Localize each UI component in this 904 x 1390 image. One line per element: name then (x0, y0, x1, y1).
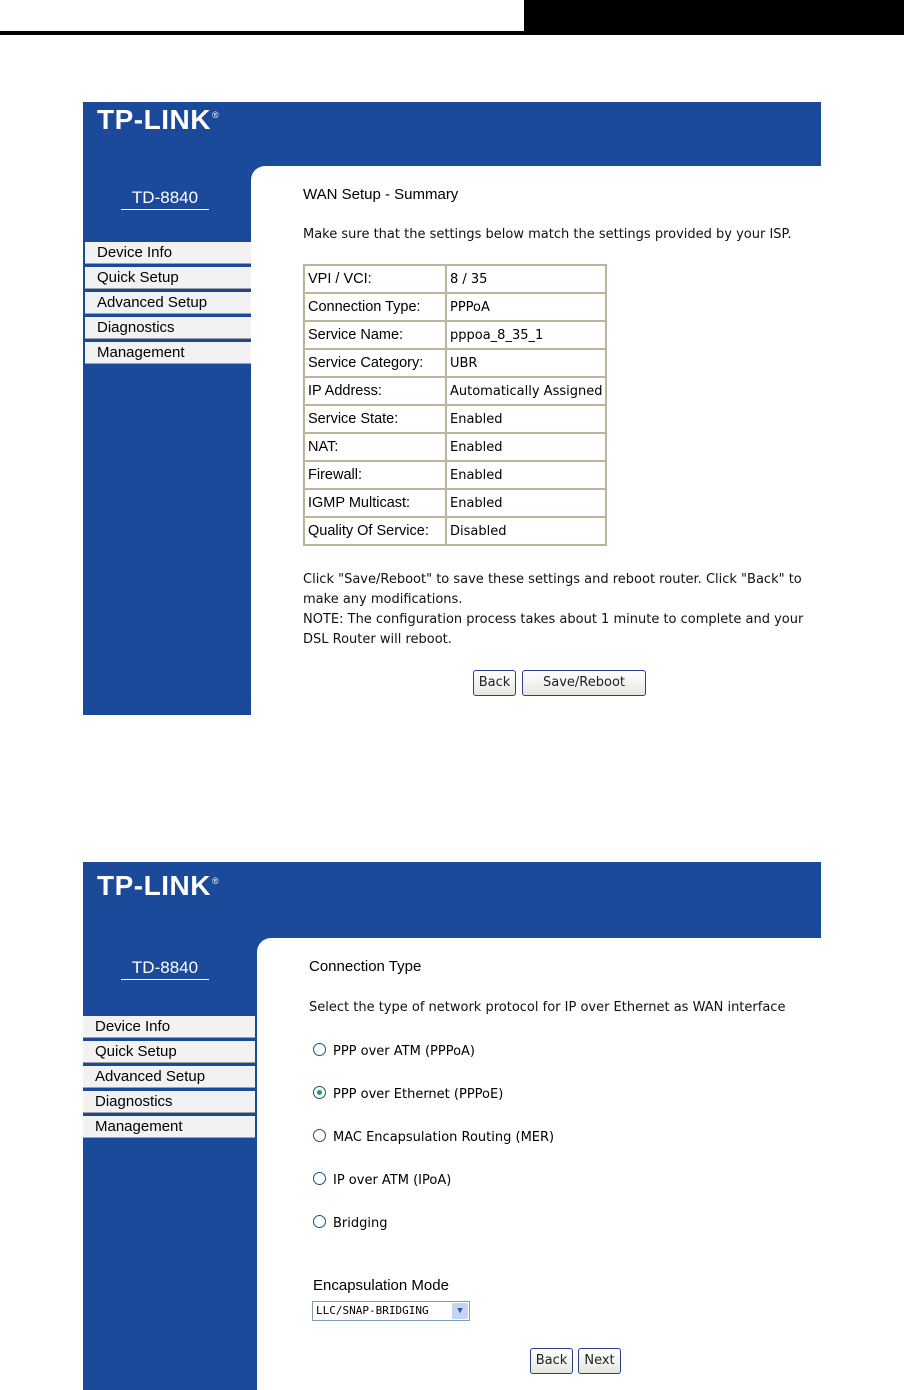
sidebar-item-quick-setup[interactable]: Quick Setup (83, 1041, 255, 1063)
table-row (304, 349, 606, 377)
select-value: LLC/SNAP-BRIDGING (316, 1304, 429, 1317)
radio-pppoa[interactable] (313, 1042, 475, 1062)
radio-pppoe[interactable] (313, 1085, 503, 1105)
connection-type-screenshot (83, 862, 821, 1390)
radio-label: MAC Encapsulation Routing (MER) (333, 1130, 555, 1145)
row-label: Service Category: (304, 349, 446, 377)
radio-ipoa[interactable] (313, 1171, 451, 1191)
encapsulation-mode-select[interactable] (312, 1301, 470, 1321)
table-row (304, 433, 606, 461)
summary-table (303, 264, 607, 546)
wan-summary-screenshot (83, 102, 821, 715)
sidebar-item-device-info[interactable]: Device Info (85, 242, 251, 264)
model-name: TD-8840 (121, 188, 209, 210)
sidebar-item-advanced-setup[interactable]: Advanced Setup (83, 1066, 255, 1088)
sidebar (83, 938, 257, 1390)
row-value: PPPoA (446, 293, 606, 321)
model-name: TD-8840 (121, 958, 209, 980)
row-value: Enabled (446, 405, 606, 433)
row-value: 8 / 35 (446, 265, 606, 293)
table-row (304, 293, 606, 321)
sidebar-item-quick-setup[interactable]: Quick Setup (85, 267, 251, 289)
intro-text: Select the type of network protocol for IP over Ethernet as WAN interface (309, 1000, 786, 1015)
row-label: Quality Of Service: (304, 517, 446, 545)
row-value: pppoa_8_35_1 (446, 321, 606, 349)
table-row (304, 489, 606, 517)
sidebar-item-advanced-setup[interactable]: Advanced Setup (85, 292, 251, 314)
radio-label: IP over ATM (IPoA) (333, 1173, 452, 1188)
save-reboot-button[interactable]: Save/Reboot (522, 670, 646, 696)
page-title: Connection Type (309, 958, 422, 975)
row-label: Firewall: (304, 461, 446, 489)
sidebar-item-management[interactable]: Management (83, 1116, 255, 1138)
radio-button[interactable] (313, 1129, 326, 1142)
sidebar-menu (83, 1016, 255, 1141)
row-label: Connection Type: (304, 293, 446, 321)
radio-button[interactable] (313, 1043, 326, 1056)
table-row (304, 377, 606, 405)
note-line: NOTE: The configuration process takes about 1 minute to complete and your (303, 612, 804, 627)
next-button[interactable]: Next (578, 1348, 621, 1374)
top-banner (83, 102, 821, 166)
tplink-logo: TP-LINK® (97, 870, 220, 901)
sidebar (83, 166, 251, 715)
row-label: NAT: (304, 433, 446, 461)
note-line: make any modifications. (303, 592, 463, 607)
sidebar-menu (85, 242, 251, 367)
row-label: Service State: (304, 405, 446, 433)
radio-label: PPP over ATM (PPPoA) (333, 1044, 475, 1059)
row-label: Service Name: (304, 321, 446, 349)
table-row (304, 265, 606, 293)
content-panel (251, 166, 821, 715)
row-value: Disabled (446, 517, 606, 545)
row-label: VPI / VCI: (304, 265, 446, 293)
note-text (303, 570, 803, 650)
table-row (304, 517, 606, 545)
chevron-down-icon[interactable]: ▼ (452, 1303, 468, 1319)
table-row (304, 405, 606, 433)
radio-button-selected[interactable] (313, 1086, 326, 1099)
note-line: DSL Router will reboot. (303, 632, 452, 647)
content-frame (251, 166, 821, 715)
content-frame (257, 938, 821, 1390)
page-header-block (524, 0, 904, 33)
radio-mer[interactable] (313, 1128, 554, 1148)
radio-button[interactable] (313, 1172, 326, 1185)
row-value: UBR (446, 349, 606, 377)
back-button[interactable]: Back (473, 670, 516, 696)
row-value: Enabled (446, 489, 606, 517)
note-line: Click "Save/Reboot" to save these settings and reboot router. Click "Back" to (303, 572, 802, 587)
row-value: Enabled (446, 461, 606, 489)
sidebar-item-management[interactable]: Management (85, 342, 251, 364)
radio-label: PPP over Ethernet (PPPoE) (333, 1087, 504, 1102)
page-title: WAN Setup - Summary (303, 186, 459, 203)
tplink-logo: TP-LINK® (97, 104, 220, 135)
row-label: IP Address: (304, 377, 446, 405)
radio-bridging[interactable] (313, 1214, 387, 1234)
radio-label: Bridging (333, 1216, 388, 1231)
row-label: IGMP Multicast: (304, 489, 446, 517)
sidebar-item-diagnostics[interactable]: Diagnostics (85, 317, 251, 339)
table-row (304, 321, 606, 349)
encapsulation-mode-label: Encapsulation Mode (313, 1277, 449, 1294)
table-row (304, 461, 606, 489)
back-button[interactable]: Back (530, 1348, 573, 1374)
intro-text: Make sure that the settings below match the settings provided by your ISP. (303, 227, 792, 242)
content-panel (257, 938, 821, 1390)
top-banner (83, 862, 821, 938)
row-value: Automatically Assigned (446, 377, 606, 405)
sidebar-item-device-info[interactable]: Device Info (83, 1016, 255, 1038)
sidebar-item-diagnostics[interactable]: Diagnostics (83, 1091, 255, 1113)
radio-button[interactable] (313, 1215, 326, 1228)
row-value: Enabled (446, 433, 606, 461)
